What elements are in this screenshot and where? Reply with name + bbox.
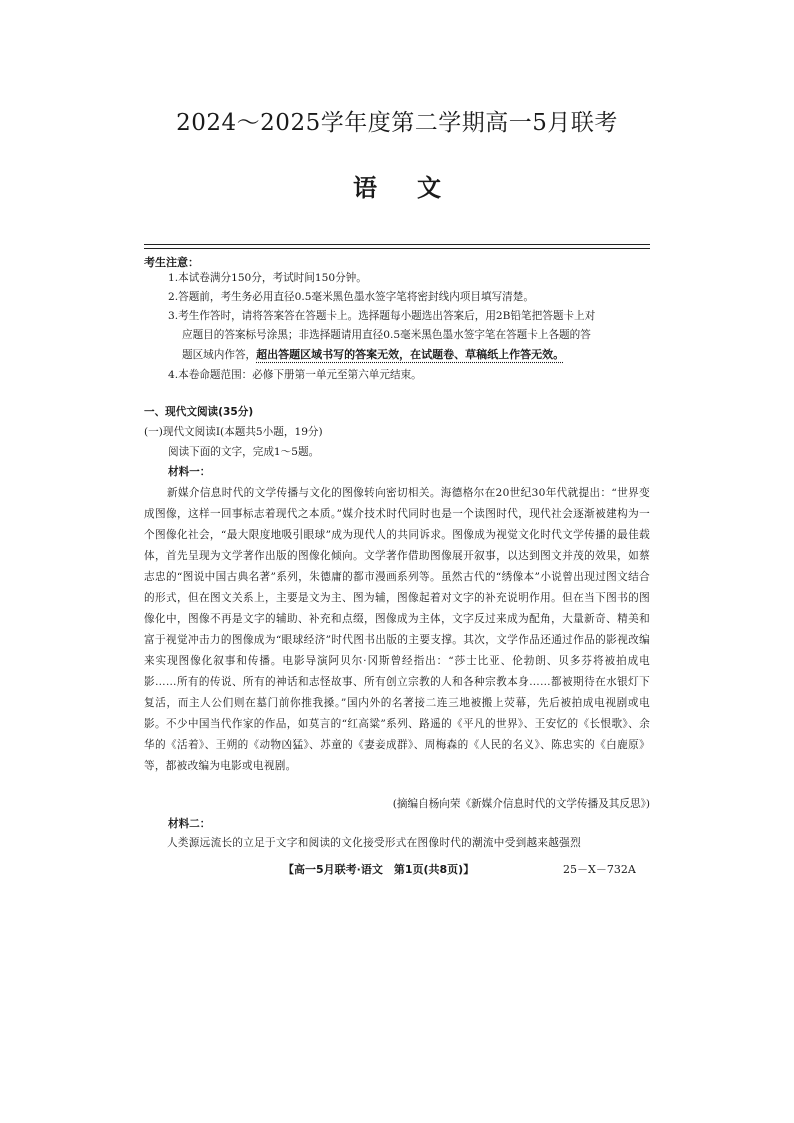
instruction-text: 阅读下面的文字，完成1～5题。 [168, 446, 320, 458]
subsection-heading: (一)现代文阅读Ⅰ(本题共5小题，19分) [144, 426, 323, 438]
paper-code: 25－X－732A [563, 863, 636, 876]
notice-item [168, 307, 650, 365]
notice-item: 4.本卷命题范围：必修下册第一单元至第六单元结束。 [168, 369, 422, 381]
material-paragraph: 人类源远流长的立足于文字和阅读的文化接受形式在图像时代的潮流中受到越来越强烈 [167, 837, 581, 849]
exam-title: 2024～2025学年度第二学期高一5月联考 [176, 110, 618, 136]
material-label: 材料一： [168, 466, 211, 478]
material-paragraph: 新媒介信息时代的文学传播与文化的图像转向密切相关。海德格尔在20世纪30年代就提出：“世界变成图像，这样一回事标志着现代之本质。”媒介技术时代同时也是一个读图时代，现代社会逐渐被建构为一个图像化社会，“最大限度地吸引眼球”成为现代人的共同诉求。图像成为视觉文化时代文学传播的最佳载体，首先呈现为文学著作出版的图像化倾向。文学著作借助图像展开叙事，以达到图文并茂的效果，如蔡志忠的“图说中国古典名著”系列，朱德庸的都市漫画系列等。虽然古代的“绣像本”小说曾出现过图文结合的形式，但在图文关系上，主要是文为主、图为辅，图像起着对文字的补充说明作用。但在当下图书的图像化中，图像不再是文字的辅助、补充和点缀，图像成为主体，文字反过来成为配角，大量新奇、精美和富于视觉冲击力的图像成为“眼球经济”时代图书出版的主要支撑。其次，文学作品还通过作品的影视改编来实现图像化叙事和传播。电影导演阿贝尔·冈斯曾经指出：“莎士比亚、伦勃朗、贝多芬将被拍成电影……所有的传说、所有的神话和志怪故事、所有创立宗教的人和各种宗教本身……都被期待在水银灯下复活，而主人公们则在墓门前你推我搡。”国内外的名著接二连三地被搬上荧幕，先后被拍成电视剧或电影。不少中国当代作家的作品，如莫言的“红高粱”系列、路遥的《平凡的世界》、王安忆的《长恨歌》、余华的《活着》、王朔的《动物凶猛》、苏童的《妻妾成群》、周梅森的《人民的名义》、陈忠实的《白鹿原》等，都被改编为电影或电视剧。 [144, 487, 650, 772]
subject-title: 语文 [353, 174, 481, 202]
notice-item: 2.答题前，考生务必用直径0.5毫米黑色墨水签字笔将密封线内项目填写清楚。 [168, 291, 534, 303]
notice-item-line: 应题目的答案标号涂黑；非选择题请用直径0.5毫米黑色墨水签字笔在答题卡上各题的答 [182, 329, 591, 341]
material-label: 材料二： [168, 818, 211, 830]
notice-item: 1.本试卷满分150分，考试时间150分钟。 [168, 272, 367, 284]
notice-item-line: 3.考生作答时，请将答案答在答题卡上。选择题每小题选出答案后，用2B铅笔把答题卡上对 [168, 310, 596, 322]
page-footer [283, 861, 474, 877]
notice-item-text: 题区域内作答， [182, 349, 257, 361]
divider-line [144, 244, 650, 245]
notice-item-line [168, 345, 650, 365]
emphasis-text: 超出答题区域书写的答案无效，在试题卷、草稿纸上作答无效。 [256, 348, 565, 361]
source-citation: (摘编自杨向荣《新媒介信息时代的文学传播及其反思》) [392, 798, 650, 810]
notice-heading: 考生注意： [144, 256, 199, 269]
section-heading: 一、现代文阅读(35分) [144, 406, 254, 418]
divider-line [144, 248, 650, 249]
footer-page-info: 【高一5月联考·语文 第1页(共8页)】 [283, 863, 475, 876]
